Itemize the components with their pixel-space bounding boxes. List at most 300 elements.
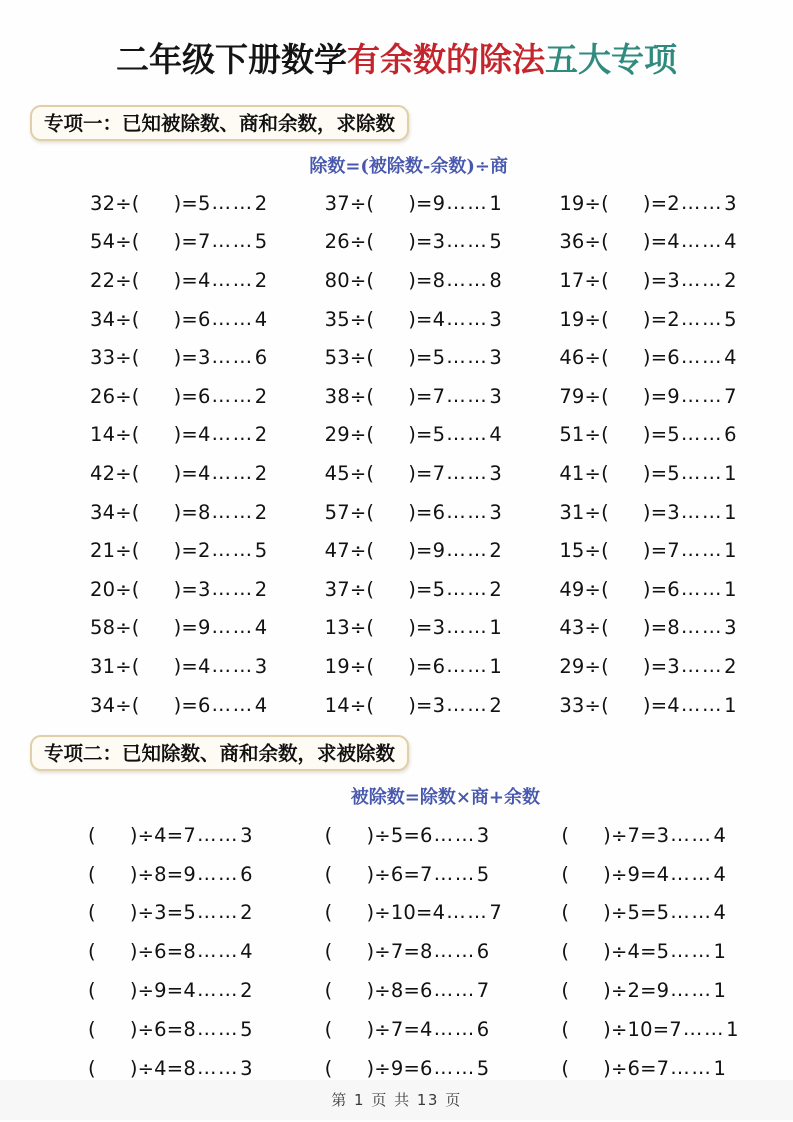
answer-blank-open: ( (131, 384, 140, 408)
quotient-value: 4 (197, 268, 211, 292)
problem-item[interactable] (283, 894, 520, 933)
divide-symbol: ÷ (115, 616, 132, 640)
equals-symbol: = (640, 940, 657, 964)
quotient-value: 4 (183, 979, 196, 1003)
divide-symbol: ÷ (115, 461, 132, 485)
problem-item[interactable] (519, 570, 756, 609)
remainder-value: 1 (713, 1056, 727, 1080)
remainder-value: 3 (476, 823, 490, 847)
divide-symbol: ÷ (137, 940, 155, 964)
problem-item[interactable] (46, 261, 283, 300)
answer-blank-close: ) (642, 616, 651, 640)
quotient-value: 9 (432, 191, 446, 215)
equals-symbol: = (650, 500, 668, 524)
equals-symbol: = (166, 862, 184, 886)
section-2-heading: 专项二：已知除数、商和余数，求被除数 (30, 735, 409, 771)
dividend-value: 38 (324, 384, 350, 408)
remainder-dots: …… (433, 822, 476, 846)
quotient-value: 6 (419, 979, 433, 1003)
remainder-dots: …… (196, 978, 240, 1002)
remainder-value: 4 (713, 862, 727, 886)
answer-blank-open: ( (366, 230, 375, 254)
divide-symbol: ÷ (349, 230, 367, 254)
divide-symbol: ÷ (349, 307, 367, 331)
remainder-value: 5 (724, 307, 737, 331)
quotient-value: 4 (667, 693, 680, 717)
remainder-dots: …… (433, 861, 476, 885)
quotient-value: 5 (432, 346, 446, 370)
problem-item[interactable] (519, 932, 756, 971)
remainder-value: 1 (724, 500, 737, 524)
remainder-dots: …… (680, 460, 724, 484)
dividend-value: 34 (90, 307, 116, 331)
problem-item[interactable] (519, 377, 756, 416)
equals-symbol: = (652, 1017, 670, 1041)
problem-item[interactable] (283, 493, 520, 532)
problem-item[interactable] (519, 493, 756, 532)
remainder-value: 6 (254, 346, 268, 370)
answer-blank-close: ) (129, 901, 138, 925)
quotient-value: 8 (667, 616, 680, 640)
quotient-value: 5 (656, 940, 670, 964)
quotient-value: 7 (183, 823, 196, 847)
dividend-value: 31 (90, 654, 116, 678)
quotient-value: 4 (197, 461, 211, 485)
divide-symbol: ÷ (584, 230, 602, 254)
divide-symbol: ÷ (115, 307, 132, 331)
remainder-value: 3 (240, 1056, 253, 1080)
remainder-value: 2 (489, 577, 503, 601)
answer-blank-close: ) (129, 940, 138, 964)
divide-symbol: ÷ (349, 423, 367, 447)
problem-item[interactable] (519, 300, 756, 339)
answer-blank-close: ) (173, 384, 182, 408)
remainder-dots: …… (680, 499, 724, 523)
answer-blank-close: ) (408, 577, 417, 601)
divide-symbol: ÷ (349, 384, 367, 408)
equals-symbol: = (650, 693, 668, 717)
equals-symbol: = (181, 384, 198, 408)
problem-item[interactable] (283, 454, 520, 493)
answer-blank-open: ( (561, 979, 570, 1003)
problem-item[interactable] (46, 416, 283, 455)
equals-symbol: = (166, 979, 184, 1003)
problem-item[interactable] (46, 531, 283, 570)
answer-blank-close: ) (173, 307, 182, 331)
quotient-value: 4 (432, 901, 446, 925)
dividend-value: 37 (324, 191, 350, 215)
answer-blank-close: ) (603, 1056, 611, 1080)
equals-symbol: = (416, 307, 433, 331)
problem-item[interactable] (519, 338, 756, 377)
quotient-value: 5 (197, 191, 211, 215)
remainder-dots: …… (433, 1055, 476, 1079)
answer-blank-open: ( (366, 346, 375, 370)
problem-item[interactable] (519, 184, 756, 223)
equals-symbol: = (650, 616, 668, 640)
problem-item[interactable] (283, 609, 520, 648)
remainder-value: 2 (240, 979, 253, 1003)
remainder-value: 3 (489, 461, 503, 485)
remainder-dots: …… (211, 576, 254, 600)
problem-item[interactable] (46, 223, 283, 262)
problem-item[interactable] (283, 686, 520, 725)
problem-item[interactable] (283, 184, 520, 223)
equals-symbol: = (640, 901, 657, 925)
quotient-value: 4 (197, 654, 211, 678)
problem-item[interactable] (283, 377, 520, 416)
quotient-value: 4 (197, 423, 211, 447)
quotient-value: 3 (667, 268, 680, 292)
quotient-value: 5 (183, 901, 196, 925)
problem-item[interactable] (519, 531, 756, 570)
problem-item[interactable] (46, 971, 283, 1010)
problem-item[interactable] (283, 932, 520, 971)
dividend-value: 19 (559, 191, 585, 215)
remainder-value: 6 (724, 423, 737, 447)
quotient-value: 8 (183, 1056, 196, 1080)
divide-symbol: ÷ (115, 230, 132, 254)
answer-blank-open: ( (366, 577, 375, 601)
quotient-value: 6 (667, 577, 680, 601)
remainder-value: 3 (254, 654, 268, 678)
divide-symbol: ÷ (374, 862, 391, 886)
remainder-dots: …… (680, 615, 724, 639)
problem-item[interactable] (46, 647, 283, 686)
problem-item[interactable] (519, 261, 756, 300)
equals-symbol: = (416, 268, 433, 292)
answer-blank-close: ) (642, 230, 651, 254)
remainder-value: 3 (489, 384, 503, 408)
divide-symbol: ÷ (137, 862, 155, 886)
remainder-value: 3 (489, 346, 503, 370)
remainder-dots: …… (211, 653, 254, 677)
problem-item[interactable] (46, 855, 283, 894)
divisor-value: 7 (390, 940, 404, 964)
remainder-value: 3 (240, 823, 253, 847)
answer-blank-open: ( (561, 1017, 570, 1041)
answer-blank-open: ( (131, 539, 140, 563)
problem-item[interactable] (46, 932, 283, 971)
remainder-dots: …… (196, 939, 240, 963)
remainder-value: 1 (489, 616, 503, 640)
problem-item[interactable] (519, 894, 756, 933)
answer-blank-open: ( (601, 500, 609, 524)
answer-blank-open: ( (561, 1056, 570, 1080)
quotient-value: 2 (667, 191, 680, 215)
remainder-dots: …… (211, 190, 254, 214)
problem-item[interactable] (519, 223, 756, 262)
problem-item[interactable] (46, 377, 283, 416)
dividend-value: 29 (559, 654, 585, 678)
remainder-dots: …… (211, 499, 254, 523)
answer-blank-close: ) (366, 1056, 375, 1080)
divide-symbol: ÷ (584, 384, 602, 408)
answer-blank-open: ( (131, 191, 140, 215)
problem-item[interactable] (519, 454, 756, 493)
remainder-dots: …… (433, 939, 476, 963)
equals-symbol: = (650, 654, 668, 678)
problem-item[interactable] (283, 855, 520, 894)
answer-blank-open: ( (601, 577, 609, 601)
divide-symbol: ÷ (349, 461, 367, 485)
quotient-value: 5 (667, 423, 680, 447)
problem-item[interactable] (283, 1010, 520, 1049)
divide-symbol: ÷ (137, 1056, 155, 1080)
problem-item[interactable] (519, 816, 756, 855)
problem-item[interactable] (283, 261, 520, 300)
problem-item[interactable] (283, 338, 520, 377)
problem-item[interactable] (283, 223, 520, 262)
divisor-value: 9 (154, 979, 167, 1003)
answer-blank-close: ) (408, 268, 417, 292)
remainder-dots: …… (680, 576, 724, 600)
answer-blank-close: ) (366, 901, 375, 925)
quotient-value: 9 (667, 384, 680, 408)
equals-symbol: = (650, 384, 668, 408)
equals-symbol: = (416, 230, 433, 254)
answer-blank-close: ) (408, 384, 417, 408)
divide-symbol: ÷ (374, 940, 391, 964)
divide-symbol: ÷ (584, 307, 602, 331)
divide-symbol: ÷ (115, 423, 132, 447)
equals-symbol: = (650, 461, 668, 485)
remainder-value: 2 (254, 384, 268, 408)
equals-symbol: = (650, 268, 668, 292)
dividend-value: 36 (559, 230, 585, 254)
dividend-value: 34 (90, 500, 116, 524)
divisor-value: 9 (627, 862, 641, 886)
answer-blank-open: ( (366, 268, 375, 292)
equals-symbol: = (181, 577, 198, 601)
answer-blank-open: ( (561, 901, 570, 925)
answer-blank-open: ( (366, 461, 375, 485)
answer-blank-close: ) (603, 862, 611, 886)
remainder-value: 7 (476, 979, 490, 1003)
remainder-value: 2 (240, 901, 253, 925)
equals-symbol: = (403, 1056, 420, 1080)
equals-symbol: = (640, 823, 657, 847)
remainder-dots: …… (670, 900, 713, 924)
remainder-value: 1 (489, 654, 503, 678)
quotient-value: 6 (419, 1056, 433, 1080)
quotient-value: 3 (432, 230, 446, 254)
dividend-value: 19 (559, 307, 585, 331)
problem-item[interactable] (519, 971, 756, 1010)
divide-symbol: ÷ (115, 577, 132, 601)
answer-blank-close: ) (366, 823, 375, 847)
quotient-value: 3 (667, 654, 680, 678)
problem-item[interactable] (283, 570, 520, 609)
problem-item[interactable] (46, 816, 283, 855)
problem-item[interactable] (46, 894, 283, 933)
quotient-value: 6 (197, 307, 211, 331)
remainder-dots: …… (680, 422, 724, 446)
quotient-value: 6 (197, 693, 211, 717)
quotient-value: 2 (197, 539, 211, 563)
problem-item[interactable] (46, 454, 283, 493)
quotient-value: 3 (197, 577, 211, 601)
answer-blank-close: ) (173, 423, 182, 447)
equals-symbol: = (403, 823, 420, 847)
remainder-value: 5 (254, 230, 268, 254)
equals-symbol: = (640, 862, 657, 886)
problem-item[interactable] (519, 855, 756, 894)
remainder-value: 1 (713, 940, 727, 964)
quotient-value: 4 (432, 307, 446, 331)
title-part-grade: 二年级下册数学 (116, 40, 347, 79)
remainder-dots: …… (211, 383, 254, 407)
dividend-value: 33 (559, 693, 585, 717)
divide-symbol: ÷ (374, 823, 391, 847)
divide-symbol: ÷ (374, 1017, 391, 1041)
answer-blank-open: ( (366, 307, 375, 331)
answer-blank-open: ( (88, 940, 96, 964)
problem-item[interactable] (519, 1010, 756, 1049)
equals-symbol: = (416, 346, 433, 370)
quotient-value: 7 (197, 230, 211, 254)
divide-symbol: ÷ (115, 384, 132, 408)
problem-item[interactable] (46, 570, 283, 609)
remainder-dots: …… (446, 499, 489, 523)
equals-symbol: = (416, 654, 433, 678)
remainder-dots: …… (682, 1016, 726, 1040)
problem-item[interactable] (519, 686, 756, 725)
dividend-value: 31 (559, 500, 585, 524)
divide-symbol: ÷ (115, 191, 132, 215)
remainder-value: 2 (254, 500, 268, 524)
divide-symbol: ÷ (584, 693, 602, 717)
answer-blank-open: ( (366, 616, 375, 640)
equals-symbol: = (403, 940, 420, 964)
problem-item[interactable] (283, 816, 520, 855)
dividend-value: 45 (324, 461, 350, 485)
remainder-dots: …… (446, 900, 489, 924)
remainder-value: 7 (724, 384, 737, 408)
remainder-dots: …… (680, 229, 724, 253)
problem-item[interactable] (519, 609, 756, 648)
remainder-dots: …… (680, 306, 724, 330)
dividend-value: 58 (90, 616, 116, 640)
equals-symbol: = (650, 423, 668, 447)
remainder-dots: …… (211, 422, 254, 446)
divide-symbol: ÷ (349, 191, 367, 215)
answer-blank-close: ) (642, 500, 651, 524)
dividend-value: 46 (559, 346, 585, 370)
divisor-value: 4 (154, 823, 167, 847)
problem-item[interactable] (46, 184, 283, 223)
divide-symbol: ÷ (349, 654, 367, 678)
divide-symbol: ÷ (610, 1017, 628, 1041)
answer-blank-open: ( (131, 616, 140, 640)
problem-item[interactable] (283, 647, 520, 686)
problem-item[interactable] (46, 686, 283, 725)
answer-blank-open: ( (601, 384, 609, 408)
remainder-value: 4 (713, 823, 727, 847)
remainder-value: 2 (254, 191, 268, 215)
answer-blank-open: ( (131, 346, 140, 370)
remainder-value: 6 (240, 862, 253, 886)
quotient-value: 5 (667, 461, 680, 485)
answer-blank-open: ( (88, 901, 96, 925)
divide-symbol: ÷ (584, 500, 602, 524)
divide-symbol: ÷ (349, 346, 367, 370)
remainder-dots: …… (211, 692, 254, 716)
problem-item[interactable] (519, 647, 756, 686)
divide-symbol: ÷ (584, 616, 602, 640)
problem-item[interactable] (46, 493, 283, 532)
problem-item[interactable] (283, 416, 520, 455)
answer-blank-close: ) (408, 346, 417, 370)
answer-blank-open: ( (601, 268, 609, 292)
answer-blank-open: ( (561, 823, 570, 847)
divide-symbol: ÷ (115, 268, 132, 292)
remainder-dots: …… (670, 978, 713, 1002)
divisor-value: 4 (627, 940, 641, 964)
problem-item[interactable] (519, 416, 756, 455)
divisor-value: 6 (627, 1056, 641, 1080)
answer-blank-open: ( (324, 940, 333, 964)
quotient-value: 7 (419, 862, 433, 886)
answer-blank-close: ) (408, 307, 417, 331)
remainder-value: 3 (724, 191, 737, 215)
problem-item[interactable] (283, 300, 520, 339)
problem-item[interactable] (46, 609, 283, 648)
divide-symbol: ÷ (610, 823, 628, 847)
answer-blank-open: ( (561, 862, 570, 886)
answer-blank-close: ) (173, 693, 182, 717)
problem-item[interactable] (46, 338, 283, 377)
problem-item[interactable] (46, 300, 283, 339)
answer-blank-open: ( (366, 654, 375, 678)
answer-blank-open: ( (131, 577, 140, 601)
answer-blank-close: ) (366, 940, 375, 964)
remainder-dots: …… (196, 1055, 240, 1079)
answer-blank-open: ( (366, 423, 375, 447)
remainder-value: 7 (489, 901, 503, 925)
quotient-value: 9 (656, 979, 670, 1003)
answer-blank-open: ( (366, 191, 375, 215)
remainder-dots: …… (433, 978, 476, 1002)
answer-blank-open: ( (601, 616, 609, 640)
answer-blank-close: ) (603, 1017, 611, 1041)
divisor-value: 10 (627, 1017, 653, 1041)
remainder-value: 1 (726, 1017, 739, 1041)
remainder-dots: …… (446, 383, 489, 407)
divide-symbol: ÷ (610, 901, 628, 925)
remainder-dots: …… (680, 190, 724, 214)
answer-blank-open: ( (601, 346, 609, 370)
answer-blank-open: ( (561, 940, 570, 964)
remainder-dots: …… (670, 822, 713, 846)
equals-symbol: = (166, 901, 184, 925)
problem-item[interactable] (46, 1010, 283, 1049)
remainder-value: 5 (240, 1017, 253, 1041)
equals-symbol: = (650, 346, 668, 370)
divide-symbol: ÷ (374, 1056, 391, 1080)
divide-symbol: ÷ (115, 500, 132, 524)
answer-blank-open: ( (366, 539, 375, 563)
quotient-value: 7 (432, 384, 446, 408)
problem-item[interactable] (283, 531, 520, 570)
answer-blank-open: ( (601, 230, 609, 254)
dividend-value: 42 (90, 461, 116, 485)
page-title (0, 38, 793, 82)
equals-symbol: = (181, 693, 198, 717)
answer-blank-close: ) (129, 823, 138, 847)
remainder-dots: …… (446, 615, 489, 639)
problem-item[interactable] (283, 971, 520, 1010)
